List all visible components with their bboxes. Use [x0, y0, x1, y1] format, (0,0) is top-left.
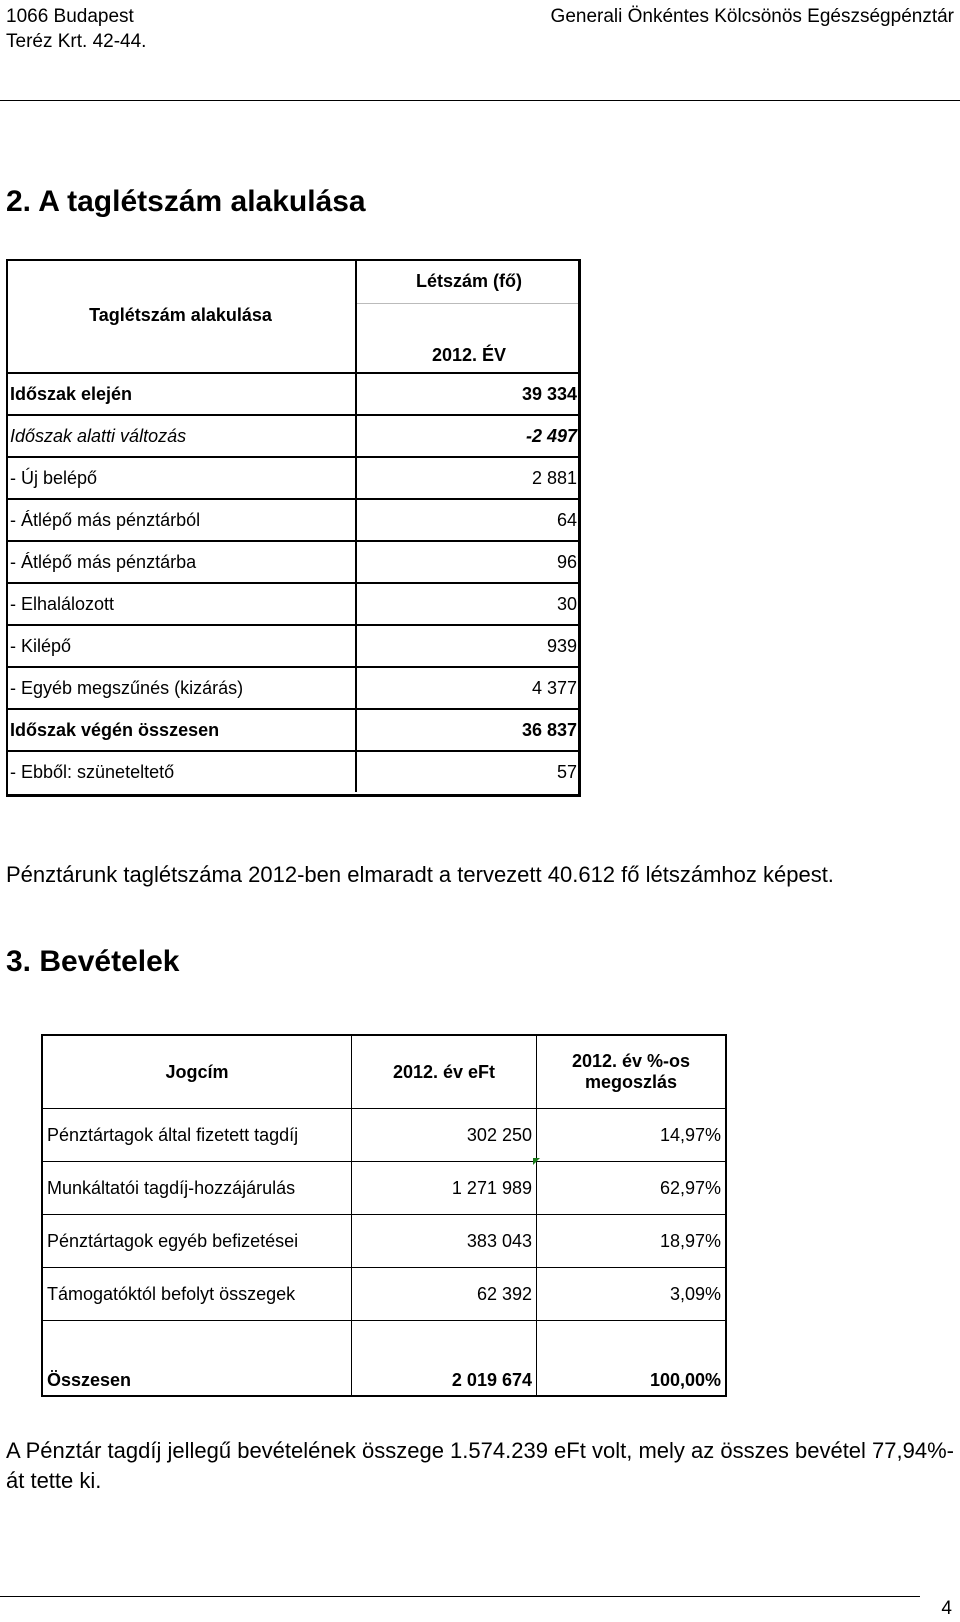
section-2-title: 2. A taglétszám alakulása: [6, 185, 366, 218]
address-line-2: Teréz Krt. 42-44.: [6, 31, 147, 52]
revenue-row-label: Pénztártagok által fizetett tagdíj: [42, 1109, 352, 1162]
header-rule: [0, 100, 960, 101]
membership-table-title: Taglétszám alakulása: [6, 259, 356, 373]
revenue-total-amount: 2 019 674: [352, 1321, 537, 1397]
membership-unit-header: Létszám (fő): [356, 259, 581, 304]
revenue-row-amount: 302 250: [352, 1109, 537, 1162]
row-label: Időszak elején: [6, 373, 356, 415]
revenue-row-amount: 383 043: [352, 1215, 537, 1268]
membership-table: [6, 259, 581, 792]
row-label: - Kilépő: [6, 625, 356, 667]
row-value: 2 881: [356, 457, 581, 499]
revenue-note: A Pénztár tagdíj jellegű bevételének összege 1.574.239 eFt volt, mely az összes bevétel 77,94%-át tette ki.: [6, 1438, 954, 1493]
row-value: 96: [356, 541, 581, 583]
row-value: 57: [556, 761, 577, 782]
row-label: - Új belépő: [6, 457, 356, 499]
row-value: 64: [356, 499, 581, 541]
cell-comment-marker: [533, 1158, 540, 1165]
revenue-row-amount: 62 392: [352, 1268, 537, 1321]
footer-rule: [0, 1596, 920, 1597]
revenue-row-share: 62,97%: [537, 1162, 727, 1215]
header-org-name: Generali Önkéntes Kölcsönös Egészségpénztár: [550, 6, 954, 27]
revenue-row-label: Munkáltatói tagdíj-hozzájárulás: [42, 1162, 352, 1215]
membership-year-header: 2012. ÉV: [356, 304, 581, 374]
header-address: [6, 4, 146, 54]
row-value: -2 497: [356, 415, 581, 457]
address-line-1: 1066 Budapest: [6, 6, 134, 27]
section-3-title: 3. Bevételek: [6, 945, 180, 978]
row-label: - Egyéb megszűnés (kizárás): [6, 667, 356, 709]
membership-note: Pénztárunk taglétszáma 2012-ben elmaradt a tervezett 40.612 fő létszámhoz képest.: [6, 862, 834, 887]
revenue-row-label: Pénztártagok egyéb befizetései: [42, 1215, 352, 1268]
revenue-row-share: 18,97%: [537, 1215, 727, 1268]
revenue-row-share: 3,09%: [537, 1268, 727, 1321]
row-label: Időszak alatti változás: [6, 415, 356, 457]
row-value: 36 837: [356, 709, 581, 751]
revenue-row-label: Támogatóktól befolyt összegek: [42, 1268, 352, 1321]
row-value: 4 377: [356, 667, 581, 709]
row-value: 39 334: [356, 373, 581, 415]
page-number: 4: [941, 1598, 952, 1619]
row-label: - Elhalálozott: [6, 583, 356, 625]
row-value: 939: [356, 625, 581, 667]
revenue-total-label: Összesen: [42, 1321, 352, 1397]
revenue-header-share: 2012. év %-os megoszlás: [537, 1035, 727, 1109]
row-label: - Átlépő más pénztárból: [6, 499, 356, 541]
row-label: - Átlépő más pénztárba: [6, 541, 356, 583]
row-value: 30: [356, 583, 581, 625]
revenue-total-share: 100,00%: [537, 1321, 727, 1397]
revenue-table: [41, 1034, 727, 1397]
revenue-header-title: Jogcím: [42, 1035, 352, 1109]
row-label: - Ebből: szüneteltető: [6, 751, 356, 792]
row-label: Időszak végén összesen: [6, 709, 356, 751]
revenue-row-amount: 1 271 989: [352, 1162, 537, 1215]
revenue-header-amount: 2012. év eFt: [352, 1035, 537, 1109]
revenue-row-share: 14,97%: [537, 1109, 727, 1162]
